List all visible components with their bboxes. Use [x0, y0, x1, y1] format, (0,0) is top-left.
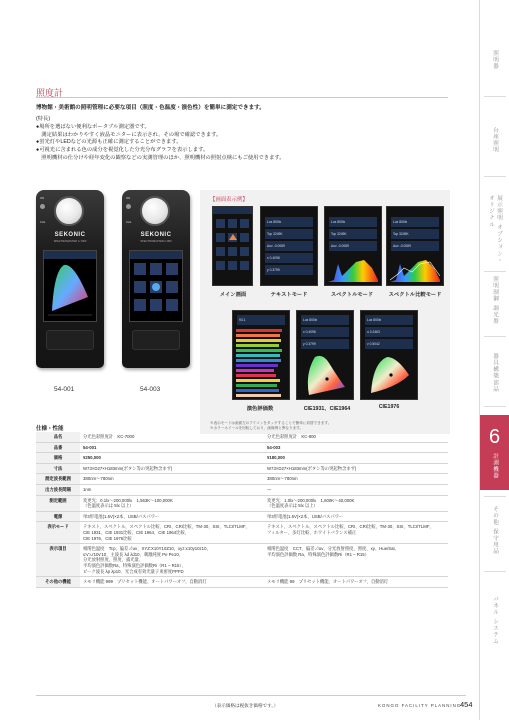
readout-lux: Lux 800lx: [301, 315, 349, 325]
spec-value-kc7000: 変更光：0.1lx〜200,000lx 1,563K〜100,000K （色温度表示は 5lx 以上）: [80, 495, 264, 511]
screen-examples-label: 【画面表示例】: [210, 197, 248, 203]
footer-divider: [36, 695, 466, 696]
spec-value-kc800: メモリ機能 99 プリセット機能、オートパワーオフ、自動消灯: [264, 577, 448, 588]
title-divider: [36, 97, 448, 98]
device-brand: SEKONIC: [54, 232, 86, 238]
feature-list: [36, 116, 436, 163]
side-tab[interactable]: [480, 415, 509, 490]
side-tab[interactable]: [480, 495, 509, 565]
control-panel: [46, 330, 94, 350]
side-tab[interactable]: [480, 270, 509, 330]
screen-notes: [210, 421, 331, 431]
spec-key: 価格: [36, 453, 80, 464]
screen-note: ※カラーホイールを回転しており、画像例と異なります。: [210, 426, 304, 430]
device-photo-kc800: [122, 190, 190, 368]
spec-value-kc800: ¥180,000: [264, 453, 448, 464]
side-tab-divider: [484, 176, 506, 177]
spec-key: 品番: [36, 442, 80, 453]
spec-key: 測定範囲: [36, 495, 80, 511]
spec-key: 寸法: [36, 463, 80, 474]
light-sensor-dome: [140, 196, 170, 226]
spec-key: 表示モード: [36, 522, 80, 544]
readout-tcp: Tcp 3249K: [329, 229, 377, 239]
side-tab-number: 6: [488, 425, 502, 448]
spec-value-kc7000: ¥250,000: [80, 453, 264, 464]
side-tab[interactable]: [480, 585, 509, 655]
caption-spectrum-compare: スペクトル比較モード: [388, 292, 442, 298]
side-tab[interactable]: [480, 345, 509, 400]
spec-value-kc7000: 380nm〜780nm: [80, 474, 264, 485]
caption-text-mode: テキストモード: [270, 292, 308, 298]
feature-item: ●蛍光灯やLEDなどの光源も正確に測定することができます。: [36, 139, 182, 146]
device-photo-kc7000: [36, 190, 104, 368]
spec-value-kc800: —: [264, 484, 448, 495]
spec-value-kc800: W73×D27×H183mm(ボタン等の突起物含まず): [264, 463, 448, 474]
cie1931-diagram: [303, 353, 347, 397]
caption-spectrum: スペクトルモード: [330, 292, 374, 298]
readout-v: v 0.5042: [365, 339, 413, 349]
spec-value-kc800: 単3形電池(1.5V)×2本、USB/バスパワー: [264, 511, 448, 522]
spec-row: [36, 577, 448, 588]
side-tab-label: その他 保守用品: [492, 505, 498, 555]
device-model: SPECTROMASTER C-800: [140, 240, 172, 243]
feature-item: 測定結果はわかりやすく液晶モニターに表示され、その場で確認できます。: [36, 131, 222, 138]
device-screen: [43, 250, 97, 322]
screen-cie1976: [360, 310, 418, 400]
spec-row: [36, 474, 448, 485]
spec-value-kc7000: メモリ機能 999 プリセット機能、オートパワーオフ、自動消灯: [80, 577, 264, 588]
screen-note: ※表示モードは画面左のアイコンをタッチすることで簡単に切替できます。: [210, 421, 332, 425]
side-tab-label: 照明器: [492, 50, 498, 70]
product-photos: [36, 190, 200, 402]
side-tab-label: 器具構築部品: [492, 352, 498, 393]
spec-row: [36, 495, 448, 511]
side-tab-divider: [484, 406, 506, 407]
caption-cie1931: CIE1931、CIE1964: [303, 406, 351, 412]
spec-value-kc800: 380nm〜780nm: [264, 474, 448, 485]
spec-key: 表示項目: [36, 544, 80, 577]
screen-cie1931: [296, 310, 354, 400]
features-heading: (特長): [36, 116, 51, 122]
spec-row: [36, 453, 448, 464]
spec-value-kc800: テキスト、スペクトル、スペクトル比較、CRI、CRI比較、TM-30、SSI、TLCI/TLMF、 フィルター、多灯比較、ホワイトバランス補正: [264, 522, 448, 544]
spec-value-kc800: 54-003: [264, 442, 448, 453]
spec-value-kc7000: 54-001: [80, 442, 264, 453]
side-tab-label: 計測機器: [492, 452, 498, 480]
side-tab-divider: [484, 571, 506, 572]
cri-bar-chart: [236, 329, 286, 397]
spec-value-kc7000: 相関色温度 Tcp、偏差⊿uv、XYZ:X10Y10Z10、xyz:x10y10z10、 u'v':u'10v'10、主波長 λd λd10、刺激純度 Pe Pe10、 分光放射照度、照度、露光量、 平均演色評価数Ra、特殊演色評価数Ri（R1 – R15）、 ピーク波長 λp λp10、光合成有効光量子束密度PPFD: [80, 544, 264, 577]
side-tab-label: パネル システム: [492, 595, 498, 645]
feature-item: 照明機材の仕分けや経年変化の観察などの実測管理のほか、照明機材の照射点検にもご使用できます。: [36, 154, 285, 161]
price-note: （表示価格は税抜き価格です。）: [212, 703, 279, 708]
readout-x: x 0.4098: [301, 327, 349, 337]
device-screen: [129, 250, 183, 322]
device-model: SPECTROMASTER C-7000: [53, 240, 87, 243]
spec-value-kc7000: 分光色彩照度計 KC-7000: [80, 432, 264, 442]
power-button-icon: [126, 204, 131, 209]
feature-item: ●場所を選ばない便利なポータブル測定器です。: [36, 123, 150, 130]
spec-row: [36, 432, 448, 442]
readout-tcp: Tcp 3249K: [391, 229, 439, 239]
light-sensor-dome: [54, 196, 84, 226]
spec-value-kc7000: 1nm: [80, 484, 264, 495]
spec-value-kc7000: テキスト、スペクトル、スペクトル比較、CRI、CRI比較、TM-30、SSI、TLCI/TLMF、 CIE 1931、CIE 1931比較、CIE 1964、CIE 1964比較、 CIE 1976、CIE 1976比較: [80, 522, 264, 544]
screen-cri: [232, 310, 290, 400]
on-label: ON: [126, 196, 131, 200]
spec-key: その他の機能: [36, 577, 80, 588]
spec-row: [36, 442, 448, 453]
spec-title: 仕様・性能: [36, 426, 64, 432]
readout-lux: Lux 800lx: [329, 217, 377, 227]
spec-value-kc7000: W73×D27×H183mm(ボタン等の突起物含まず): [80, 463, 264, 474]
side-tab[interactable]: [480, 195, 509, 265]
readout-y: y 0.3799: [301, 339, 349, 349]
cal-label: CAL: [126, 220, 132, 224]
screen-spectrum-compare-mode: [386, 206, 444, 286]
spec-row: [36, 463, 448, 474]
spec-key: 品名: [36, 432, 80, 442]
mode-icons-grid: [130, 251, 182, 321]
spec-value-kc800: 変更光：1.0lx〜200,000lx 1,600K〜40,000K （色温度表示は 5lx 以上）: [264, 495, 448, 511]
side-tab-label: 台座照明: [492, 126, 498, 154]
product-number: 54-001: [54, 386, 75, 393]
side-tab-label: 展示照明 オプション・オリジナル: [488, 195, 502, 264]
spectrum-compare-graph: [390, 254, 440, 282]
page-number: 454: [460, 700, 473, 709]
caption-cri: 演色評価数: [246, 406, 274, 412]
readout-x: x 0.4098: [265, 253, 313, 263]
spectrum-graph: [328, 254, 378, 282]
on-label: ON: [40, 196, 45, 200]
side-tab[interactable]: [480, 110, 509, 170]
side-tab-divider: [484, 336, 506, 337]
readout-lux: Lux 800lx: [391, 217, 439, 227]
side-tab-divider: [484, 96, 506, 97]
spec-row: [36, 522, 448, 544]
spec-key: 出力波長間隔: [36, 484, 80, 495]
spec-key: 測定波長範囲: [36, 474, 80, 485]
cie-diagram-icon: [44, 251, 96, 321]
spec-value-kc800: 分光色彩照度計 KC-800: [264, 432, 448, 442]
power-button-icon: [40, 204, 45, 209]
spec-row: [36, 484, 448, 495]
product-number: 54-003: [140, 386, 161, 393]
readout-u: u 0.2463: [365, 327, 413, 337]
device-brand: SEKONIC: [140, 232, 172, 238]
screen-examples: [200, 190, 450, 434]
readout-lux: Lux 800lx: [365, 315, 413, 325]
screen-spectrum-mode: [324, 206, 382, 286]
section-index: [479, 0, 509, 720]
feature-item: ●可視光に含まれる色の成分を視覚化した分光分布グラフを表示します。: [36, 147, 209, 154]
company-name: KONGO FACILITY PLANNING: [378, 703, 462, 708]
spec-value-kc7000: 単3形電池(1.5V)×2本、USB/バスパワー: [80, 511, 264, 522]
spec-key: 電源: [36, 511, 80, 522]
main-screen-icons: [213, 207, 252, 285]
lead-text: 博物館・美術館の照明管理に必要な項目（照度・色温度・演色性）を簡単に測定できます。: [36, 105, 265, 111]
spec-value-kc800: 相関色温度 CCT、偏差⊿uv、分光放射照度、照度、xy、Hue/Sat、 平均演色評価数 Ra、特殊演色評価数Ri（R1 – R15）: [264, 544, 448, 577]
control-panel: [132, 330, 180, 350]
readout-y: y 0.3799: [265, 265, 313, 275]
readout-duv: Δuv -0.0089: [329, 241, 377, 251]
spec-row: [36, 511, 448, 522]
cal-label: CAL: [40, 220, 46, 224]
side-tab[interactable]: [480, 30, 509, 90]
page-title: 照度計: [36, 88, 64, 98]
readout-duv: Δuv -0.0089: [391, 241, 439, 251]
cie1976-diagram: [367, 353, 411, 397]
readout-lux: Lux 800lx: [265, 217, 313, 227]
readout-tcp: Tcp 3249K: [265, 229, 313, 239]
side-tab-label: 照明制御 調光盤: [492, 275, 498, 325]
caption-cie1976: CIE1976: [378, 404, 400, 410]
screen-main: [212, 206, 253, 286]
readout-cri: 93.1: [237, 315, 285, 325]
caption-main: メイン画面: [219, 292, 247, 298]
readout-duv: Δuv -0.0089: [265, 241, 313, 251]
spec-table: [36, 432, 448, 588]
screen-text-mode: [260, 206, 318, 286]
spec-row: [36, 544, 448, 577]
